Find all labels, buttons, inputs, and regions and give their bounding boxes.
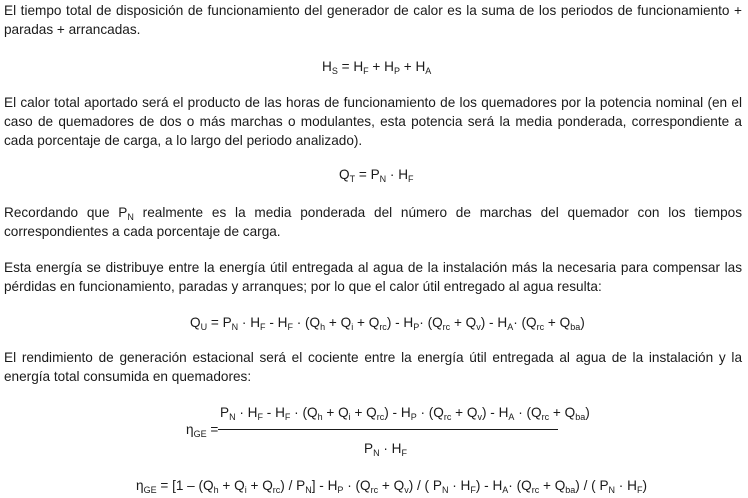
equation-eta-denominator: $P_N \cdot H_F$: [364, 441, 407, 458]
equation-eta-label: $\eta_{GE}$ =: [186, 422, 219, 439]
paragraph-4: Esta energía se distribuye entre la energía útil entregada al agua de la instalación más la necesaria para compensar las pérdidas en funcionamiento, paradas y arranques; por lo que el calor útil entregado al agua resulta:: [4, 260, 742, 294]
paragraph-2: El calor total aportado será el producto de las horas de funcionamiento de los quemadores por la potencia nominal (en el caso de quemadores de dos o más marchas o modulantes, esta potencia será la media ponderada, correspondiente a cada porcentaje de carga, a lo largo del periodo analizado).: [4, 95, 742, 148]
paragraph-3: Recordando que $P_N$ realmente es la media ponderada del número de marchas del quemador con los tiempos correspondientes a cada porcentaje de carga.: [4, 205, 742, 239]
equation-qt: $Q_T = P_N \cdot H_F$: [339, 167, 414, 184]
fraction-bar: [218, 429, 558, 430]
paragraph-5: El rendimiento de generación estacional será el cociente entre la energía útil entregada al agua de la instalación y la energía total consumida en quemadores:: [4, 350, 742, 384]
equation-hs: $H_S = H_F + H_P + H_A$: [322, 59, 432, 76]
paragraph-1: El tiempo total de disposición de funcionamiento del generador de calor es la suma de los periodos de funcionamiento + paradas + arrancadas.: [4, 3, 742, 37]
equation-eta-expanded: $\eta_{GE} = [1 - (Q_h + Q_i + Q_{rc}) / P_N] - H_P \cdot (Q_{rc} + Q_v)$ / ( $P_N \cdot H_F) - H_A\cdot (Q_{rc} + Q_{ba})$ / ( $P_N \cdot H_F$): [136, 478, 647, 495]
equation-eta-numerator: $P_N \cdot H_F - H_F \cdot (Q_h + Q_i + Q_{rc}) - H_P \cdot (Q_{rc} + Q_v) - H_A \cdot (Q_{rc} + Q_{ba})$: [220, 405, 590, 422]
equation-qu: $Q_U = P_N \cdot H_F - H_F \cdot (Q_h + Q_i + Q_{rc}) - H_P\cdot (Q_{rc} + Q_v) - H_A\cdot (Q_{rc} + Q_{ba})$: [190, 315, 585, 332]
